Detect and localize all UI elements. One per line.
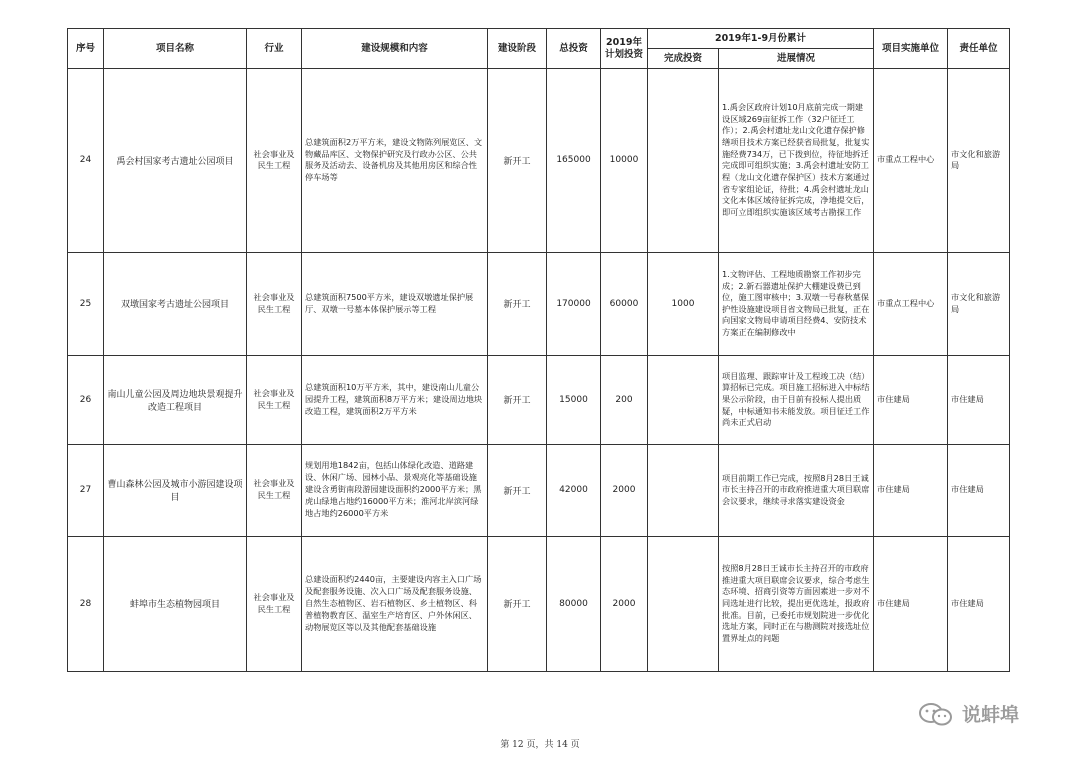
cell-total: 170000 (547, 252, 601, 355)
cell-stage: 新开工 (488, 444, 547, 536)
watermark-text: 说蚌埠 (962, 704, 1020, 726)
cell-industry: 社会事业及民生工程 (247, 536, 302, 671)
header-cumulative: 2019年1-9月份累计 (648, 29, 874, 49)
table-row (68, 444, 1010, 536)
watermark (916, 700, 1019, 727)
cell-responsible: 市文化和旅游局 (948, 252, 1010, 355)
cell-completed (648, 536, 719, 671)
cell-progress: 1.文物评估、工程地质勘察工作初步完成；2.新石器遗址保护大棚建设费已到位，施工图审核中；3.双墩一号春秋墓保护性设施建设项目省文物局已批复，正在向国家文物局申请项目经费4、安防技术方案正在编制修改中 (719, 252, 874, 355)
header-unit: 项目实施单位 (874, 29, 948, 69)
cell-industry: 社会事业及民生工程 (247, 252, 302, 355)
cell-responsible: 市住建局 (948, 444, 1010, 536)
cell-scope: 总建筑面积2万平方米，建设文物陈列展览区、文物藏品库区、文物保护研究及行政办公区、公共服务及活动去、设备机房及其他用房区和综合性停车场等 (302, 69, 488, 253)
cell-scope: 总建设面积约2440亩，主要建设内容主入口广场及配套服务设施、次入口广场及配套服务设施、自然生态植物区、岩石植物区、乡土植物区、科普植物教育区、温室生产培育区、户外休闲区、动物展览区等以及其他配套基础设施 (302, 536, 488, 671)
header-stage: 建设阶段 (488, 29, 547, 69)
cell-progress: 按照8月28日王诚市长主持召开的市政府推进重大项目联席会议要求，综合考虑生态环境、招商引资等方面因素进一步对不同选址进行比较，提出更优选址，报政府批准。目前，已委托市规划院进一步优化选址方案，同时正在与勘测院对接选址位置界址点的问题 (719, 536, 874, 671)
table-row (68, 355, 1010, 444)
cell-industry: 社会事业及民生工程 (247, 69, 302, 253)
cell-progress: 项目前期工作已完成，按照8月28日王诚市长主持召开的市政府推进重大项目联席会议要求，继续寻求落实建设资金 (719, 444, 874, 536)
header-completed: 完成投资 (648, 49, 719, 69)
project-table (67, 28, 1010, 672)
cell-unit: 市住建局 (874, 355, 948, 444)
table-row (68, 69, 1010, 253)
header-scope: 建设规模和内容 (302, 29, 488, 69)
cell-unit: 市重点工程中心 (874, 252, 948, 355)
cell-seq: 28 (68, 536, 104, 671)
cell-plan: 10000 (601, 69, 648, 253)
cell-stage: 新开工 (488, 252, 547, 355)
cell-name: 曹山森林公园及城市小游园建设项目 (104, 444, 247, 536)
cell-plan: 2000 (601, 536, 648, 671)
page-footer: 第 12 页，共 14 页 (500, 740, 580, 750)
cell-scope: 总建筑面积7500平方米，建设双墩遗址保护展厅、双墩一号墓本体保护展示等工程 (302, 252, 488, 355)
cell-completed (648, 69, 719, 253)
wechat-icon (916, 701, 956, 727)
cell-stage: 新开工 (488, 355, 547, 444)
header-seq: 序号 (68, 29, 104, 69)
cell-plan: 200 (601, 355, 648, 444)
cell-name: 禹会村国家考古遗址公园项目 (104, 69, 247, 253)
cell-completed: 1000 (648, 252, 719, 355)
cell-seq: 25 (68, 252, 104, 355)
cell-industry: 社会事业及民生工程 (247, 444, 302, 536)
cell-stage: 新开工 (488, 69, 547, 253)
header-plan2019: 2019年计划投资 (601, 29, 648, 69)
cell-plan: 60000 (601, 252, 648, 355)
cell-seq: 26 (68, 355, 104, 444)
cell-seq: 27 (68, 444, 104, 536)
cell-progress: 项目监理、跟踪审计及工程竣工决（结）算招标已完成。项目施工招标进入中标结果公示阶段，由于目前有投标人提出质疑，中标通知书未能发放。项目征迁工作尚未正式启动 (719, 355, 874, 444)
cell-completed (648, 355, 719, 444)
cell-progress: 1.禹会区政府计划10月底前完成一期建设区域269亩征拆工作（32户征迁工作）；2.禹会村遗址龙山文化遗存保护修缮项目技术方案已经获省局批复，批复实施经费734万，已下拨到位，待征地拆迁完成即可组织实施；3.禹会村遗址安防工程（龙山文化遗存保护区）技术方案通过省专家组论证，待批；4.禹会村遗址龙山文化本体区域待征拆完成，净地提交后，即可立即组织实施该区域考古勘探工作 (719, 69, 874, 253)
cell-total: 42000 (547, 444, 601, 536)
cell-total: 165000 (547, 69, 601, 253)
cell-responsible: 市住建局 (948, 536, 1010, 671)
cell-responsible: 市文化和旅游局 (948, 69, 1010, 253)
cell-total: 80000 (547, 536, 601, 671)
header-total: 总投资 (547, 29, 601, 69)
cell-industry: 社会事业及民生工程 (247, 355, 302, 444)
header-responsible: 责任单位 (948, 29, 1010, 69)
header-name: 项目名称 (104, 29, 247, 69)
cell-unit: 市住建局 (874, 536, 948, 671)
cell-completed (648, 444, 719, 536)
header-industry: 行业 (247, 29, 302, 69)
cell-responsible: 市住建局 (948, 355, 1010, 444)
cell-name: 蚌埠市生态植物园项目 (104, 536, 247, 671)
table-row (68, 536, 1010, 671)
cell-name: 双墩国家考古遗址公园项目 (104, 252, 247, 355)
cell-scope: 规划用地1842亩，包括山体绿化改造、道路建设、休闲广场、园林小品、景观亮化等基础设施建设含勇街南段游园建设面积约2000平方米；黑虎山绿地占地约16000平方米；淮河北岸滨河绿地占地约26000平方米 (302, 444, 488, 536)
cell-stage: 新开工 (488, 536, 547, 671)
cell-unit: 市重点工程中心 (874, 69, 948, 253)
cell-unit: 市住建局 (874, 444, 948, 536)
cell-scope: 总建筑面积10万平方米，其中，建设南山儿童公园提升工程，建筑面积8万平方米；建设周边地块改造工程，建筑面积2万平方米 (302, 355, 488, 444)
header-progress: 进展情况 (719, 49, 874, 69)
cell-total: 15000 (547, 355, 601, 444)
cell-name: 南山儿童公园及周边地块景观提升改造工程项目 (104, 355, 247, 444)
cell-plan: 2000 (601, 444, 648, 536)
table-row (68, 252, 1010, 355)
cell-seq: 24 (68, 69, 104, 253)
